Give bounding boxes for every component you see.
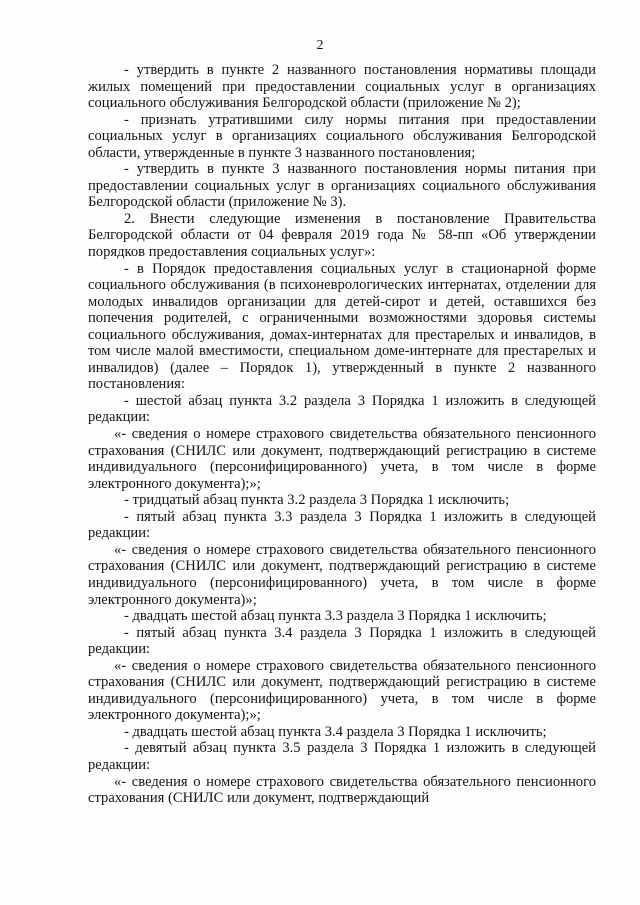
paragraph-quote-snils-1: «- сведения о номере страхового свидетельства обязательного пенсионного страхования (СНИЛС или документ, подтверждающий регистрацию в системе индивидуального (персонифицированного) учета, в том числе в форме электронного документа);»; <box>88 426 596 492</box>
document-body <box>88 62 596 807</box>
paragraph-quote-snils-3: «- сведения о номере страхового свидетельства обязательного пенсионного страхования (СНИЛС или документ, подтверждающий регистрацию в системе индивидуального (персонифицированного) учета, в том числе в форме электронного документа);»; <box>88 657 596 724</box>
paragraph-quote-snils-4: «- сведения о номере страхового свидетельства обязательного пенсионного страхования (СНИЛС или документ, подтверждающий <box>88 773 596 807</box>
paragraph-approve-housing-norms: - утвердить в пункте 2 названного постановления нормативы площади жилых помещений при предоставлении социальных услуг в организациях социального обслуживания Белгородской области (приложение № 2); <box>88 62 596 112</box>
paragraph-item-3-2-sixth: - шестой абзац пункта 3.2 раздела 3 Порядка 1 изложить в следующей редакции: <box>88 392 596 426</box>
paragraph-quote-snils-2: «- сведения о номере страхового свидетельства обязательного пенсионного страхования (СНИЛС или документ, подтверждающий регистрацию в системе индивидуального (персонифицированного) учета, в том числе в форме электронного документа)»; <box>88 541 596 608</box>
page-number: 2 <box>316 38 324 53</box>
paragraph-item-3-4-fifth: - пятый абзац пункта 3.4 раздела 3 Порядка 1 изложить в следующей редакции: <box>88 624 596 658</box>
paragraph-repeal-nutrition-norms: - признать утратившими силу нормы питания при предоставлении социальных услуг в организациях социального обслуживания Белгородской области, утвержденные в пункте 3 названного постановления; <box>88 111 596 161</box>
paragraph-item-3-3-fifth: - пятый абзац пункта 3.3 раздела 3 Порядка 1 изложить в следующей редакции: <box>88 508 596 542</box>
paragraph-approve-nutrition-norms: - утвердить в пункте 3 названного постановления нормы питания при предоставлении социальных услуг в организациях социального обслуживания Белгородской области (приложение № 3). <box>88 161 596 211</box>
paragraph-amendments-intro: 2. Внести следующие изменения в постановление Правительства Белгородской области от 04 февраля 2019 года № 58-пп «Об утверждении порядков предоставления социальных услуг»: <box>88 210 596 261</box>
paragraph-item-3-5-ninth: - девятый абзац пункта 3.5 раздела 3 Порядка 1 изложить в следующей редакции: <box>88 740 596 773</box>
paragraph-procedure-1: - в Порядок предоставления социальных услуг в стационарной форме социального обслуживания (в психоневрологических интернатах, отделении для молодых инвалидов организации для детей-сирот и детей, оставшихся без попечения родителей, с ограниченными возможностями здоровья системы социального обслуживания, домах-интернатах для престарелых и инвалидов, в том числе малой вместимости, специальном доме-интернате для престарелых и инвалидов) (далее – Порядок 1), утвержденный в пункте 2 названного постановления: <box>88 260 596 393</box>
paragraph-item-3-4-twenty-sixth: - двадцать шестой абзац пункта 3.4 раздела 3 Порядка 1 исключить; <box>124 723 547 740</box>
paragraph-item-3-3-twenty-sixth: - двадцать шестой абзац пункта 3.3 раздела 3 Порядка 1 исключить; <box>124 608 547 625</box>
paragraph-item-3-2-thirtieth: - тридцатый абзац пункта 3.2 раздела 3 Порядка 1 исключить; <box>124 492 510 509</box>
